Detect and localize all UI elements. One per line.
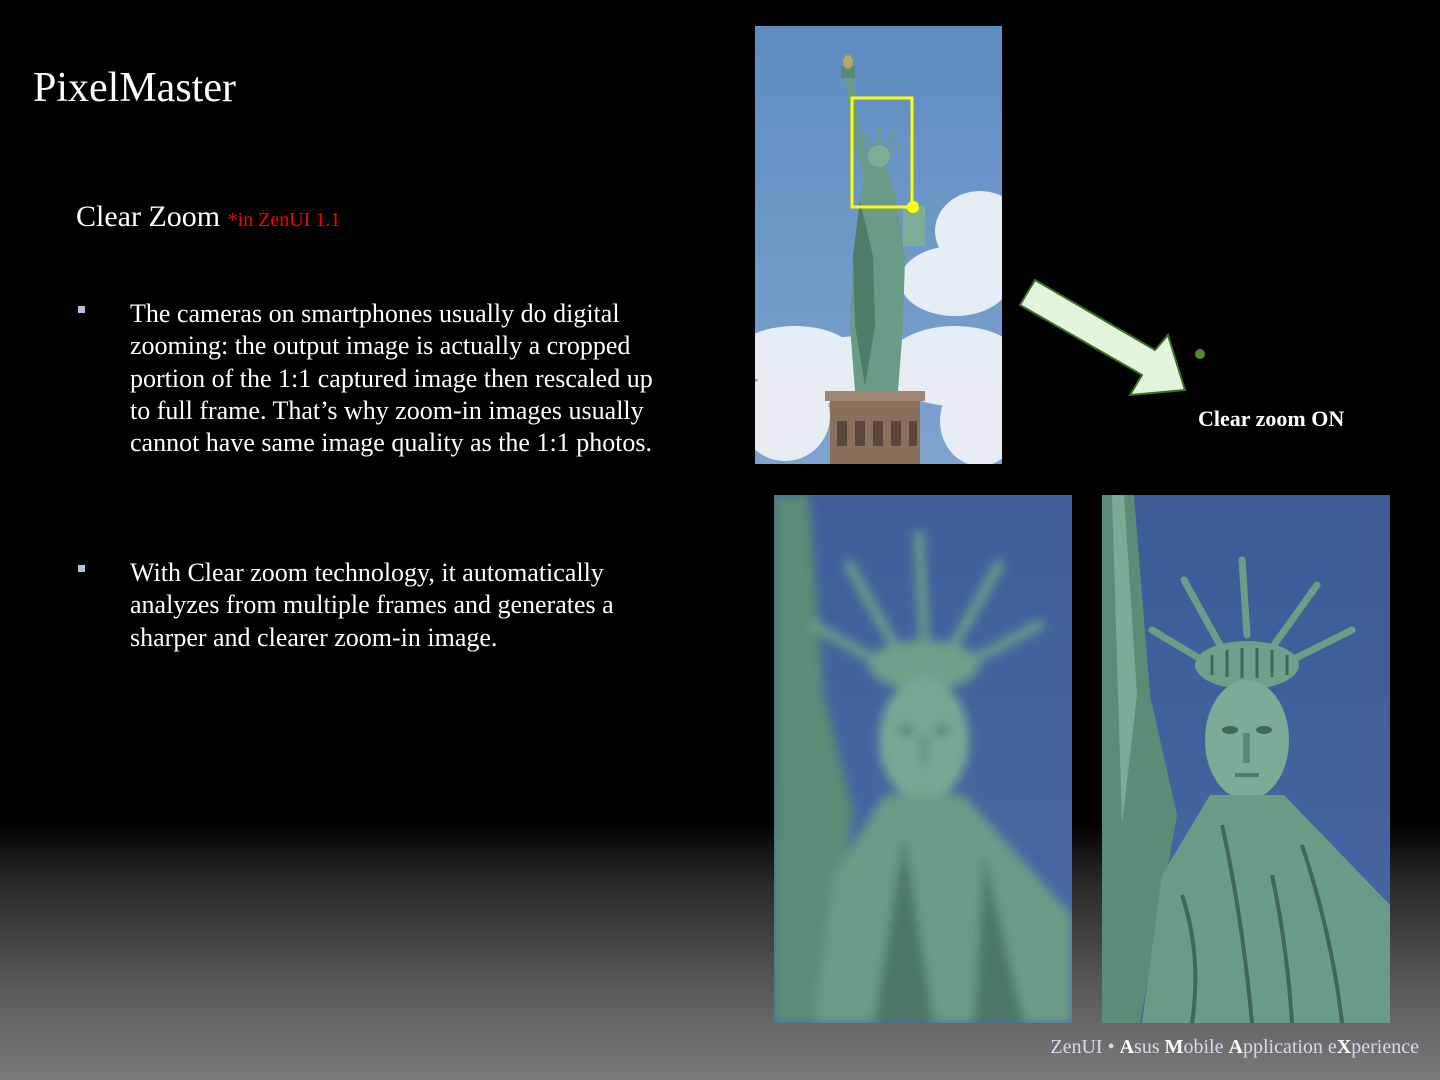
- bullet-item: [76, 298, 676, 459]
- crop-handle: [907, 201, 919, 213]
- footer-prefix: ZenUI •: [1050, 1036, 1120, 1058]
- slide-title: PixelMaster: [33, 65, 236, 111]
- footer-initial: A: [1119, 1036, 1135, 1058]
- footer-word: sus: [1134, 1036, 1165, 1058]
- bullet-text: The cameras on smartphones usually do digital zooming: the output image is actually a cropped portion of the 1:1 captured image then rescaled up to full frame. That’s why zoom-in images usually cannot have same image quality as the 1:1 photos.: [130, 299, 653, 458]
- footer-word: perience: [1351, 1036, 1419, 1058]
- footer-word: obile: [1183, 1036, 1229, 1058]
- arrow-icon: [1010, 275, 1190, 400]
- footer-branding: [1050, 1036, 1419, 1059]
- full-frame-photo: [755, 26, 1002, 464]
- bullet-text: With Clear zoom technology, it automatically analyzes from multiple frames and generates a sharper and clearer zoom-in image.: [130, 558, 614, 652]
- bullet-item: [76, 557, 676, 654]
- digital-zoom-photo: [774, 495, 1072, 1023]
- footer-word: pplication e: [1242, 1036, 1337, 1058]
- footer-initial: X: [1336, 1036, 1352, 1058]
- bullet-marker-icon: [78, 565, 85, 572]
- bullet-marker-icon: [78, 306, 85, 313]
- footer-initial: A: [1228, 1036, 1243, 1058]
- clear-zoom-photo: [1102, 495, 1390, 1023]
- clear-zoom-on-label: Clear zoom ON: [1198, 406, 1345, 431]
- version-note: *in ZenUI 1.1: [227, 209, 341, 231]
- green-dot-icon: [1195, 349, 1205, 359]
- footer-initial: M: [1164, 1036, 1184, 1058]
- subtitle-text: Clear Zoom: [76, 200, 221, 233]
- section-subtitle: [76, 200, 340, 234]
